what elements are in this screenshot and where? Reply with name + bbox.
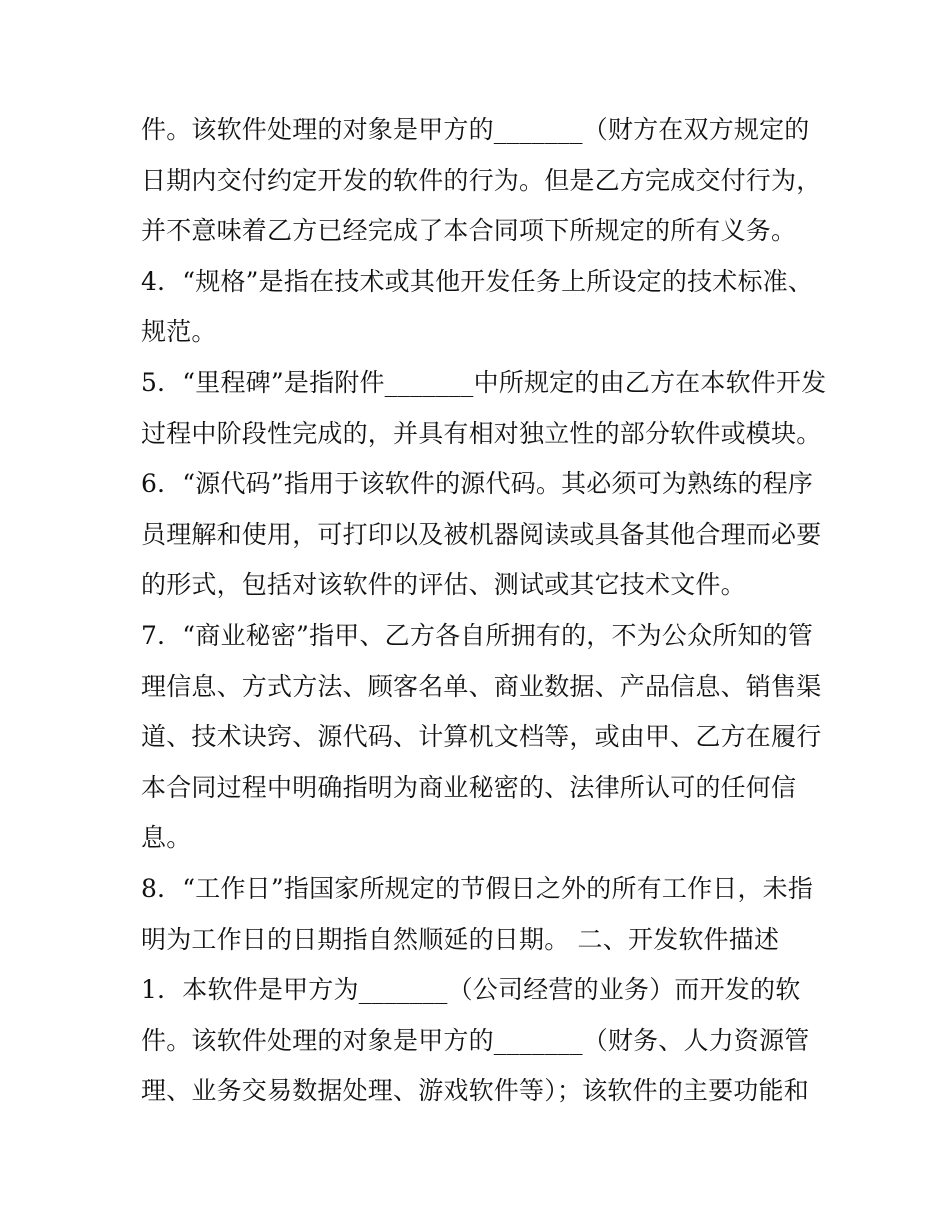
text-line: 员理解和使用，可打印以及被机器阅读或具备其他合理而必要	[141, 519, 822, 549]
text-line: 规范。	[141, 317, 217, 347]
text-line: 7．“商业秘密”指甲、乙方各自所拥有的，不为公众所知的管	[141, 620, 814, 650]
text-line: 理、业务交易数据处理、游戏软件等）；该软件的主要功能和	[141, 1076, 809, 1106]
text-line: 道、技术诀窍、源代码、计算机文档等，或由甲、乙方在履行	[141, 722, 822, 752]
text-line: 并不意味着乙方已经完成了本合同项下所规定的所有义务。	[141, 216, 797, 246]
text-line: 的形式，包括对该软件的评估、测试或其它技术文件。	[141, 570, 746, 600]
text-line: 4．“规格”是指在技术或其他开发任务上所设定的技术标准、	[141, 266, 814, 296]
text-line: 理信息、方式方法、顾客名单、商业数据、产品信息、销售渠	[141, 671, 822, 701]
text-line: 本合同过程中明确指明为商业秘密的、法律所认可的任何信	[141, 772, 797, 802]
text-line: 件。该软件处理的对象是甲方的_______（财方在双方规定的	[141, 115, 810, 144]
document-body	[141, 105, 827, 1117]
text-line: 6．“源代码”指用于该软件的源代码。其必须可为熟练的程序	[141, 469, 814, 499]
text-line: 明为工作日的日期指自然顺延的日期。 二、开发软件描述	[141, 924, 780, 954]
text-line: 8．“工作日”指国家所规定的节假日之外的所有工作日，未指	[141, 873, 814, 903]
text-line: 1．本软件是甲方为_______（公司经营的业务）而开发的软	[141, 975, 801, 1005]
text-line: 件。该软件处理的对象是甲方的_______（财务、人力资源管	[141, 1025, 810, 1055]
text-line: 息。	[141, 823, 192, 853]
text-line: 日期内交付约定开发的软件的行为。但是乙方完成交付行为，	[141, 165, 822, 195]
text-line: 5．“里程碑”是指附件_______中所规定的由乙方在本软件开发	[141, 367, 827, 397]
text-line: 过程中阶段性完成的，并具有相对独立性的部分软件或模块。	[141, 418, 822, 448]
